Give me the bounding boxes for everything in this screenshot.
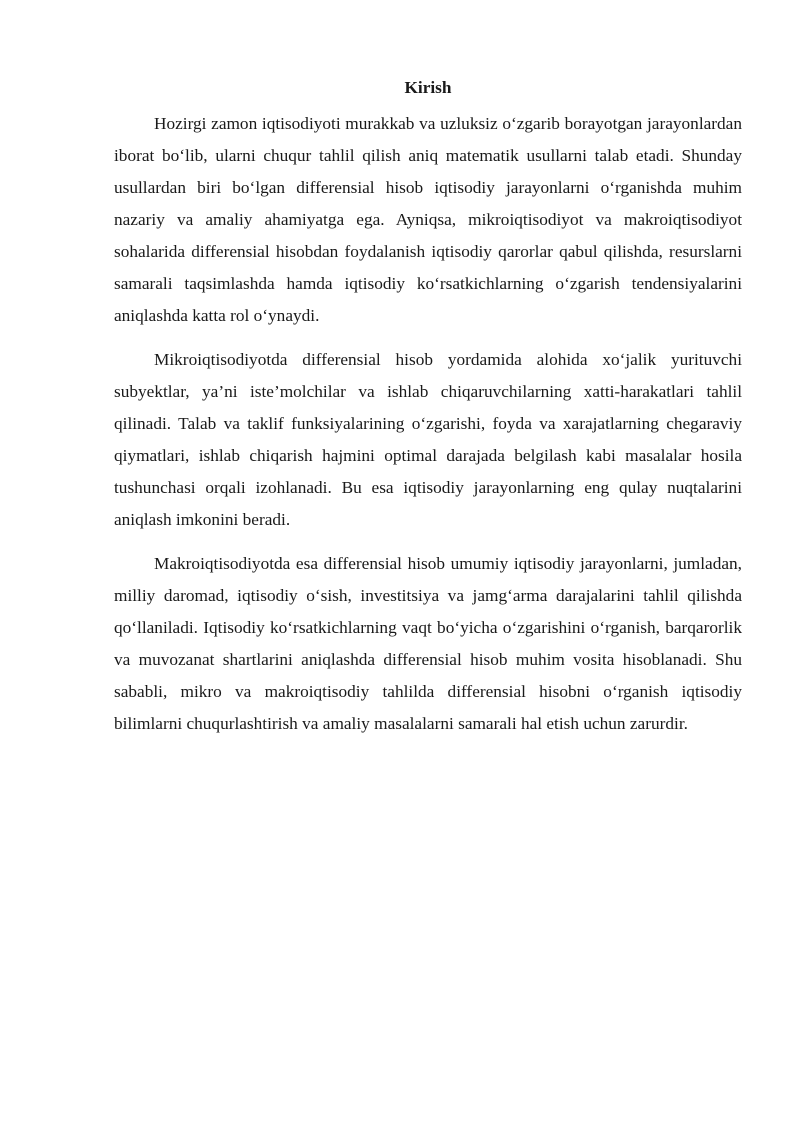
page-title: Kirish [404,78,452,97]
paragraph-intro: Hozirgi zamon iqtisodiyoti murakkab va uzluksiz o‘zgarib borayotgan jarayonlardan iborat bo‘lib, ularni chuqur tahlil qilish aniq matematik usullarni talab etadi. Shunday usullardan biri bo‘lgan differensial hisob iqtisodiy jarayonlarni o‘rganishda muhim nazariy va amaliy ahamiyatga ega. Ayniqsa, mikroiqtisodiyot va makroiqtisodiyot sohalarida differensial hisobdan foydalanish iqtisodiy qarorlar qabul qilishda, resurslarni samarali taqsimlashda hamda iqtisodiy ko‘rsatkichlarning o‘zgarish tendensiyalarini aniqlashda katta rol o‘ynaydi. [114,114,742,325]
document-body [114,74,742,752]
paragraph-microeconomics: Mikroiqtisodiyotda differensial hisob yordamida alohida xo‘jalik yurituvchi subyektlar, ya’ni iste’molchilar va ishlab chiqaruvchilarning xatti-harakatlari tahlil qilinadi. Talab va taklif funksiyalarining o‘zgarishi, foyda va xarajatlarning chegaraviy qiymatlari, ishlab chiqarish hajmini optimal darajada belgilash kabi masalalar hosila tushunchasi orqali izohlanadi. Bu esa iqtisodiy jarayonlarning eng qulay nuqtalarini aniqlash imkonini beradi. [114,350,742,529]
paragraph-macroeconomics: Makroiqtisodiyotda esa differensial hisob umumiy iqtisodiy jarayonlarni, jumladan, milliy daromad, iqtisodiy o‘sish, investitsiya va jamg‘arma darajalarini tahlil qilishda qo‘llaniladi. Iqtisodiy ko‘rsatkichlarning vaqt bo‘yicha o‘zgarishini o‘rganish, barqarorlik va muvozanat shartlarini aniqlashda differensial hisob muhim vosita hisoblanadi. Shu sababli, mikro va makroiqtisodiy tahlilda differensial hisobni o‘rganish iqtisodiy bilimlarni chuqurlashtirish va amaliy masalalarni samarali hal etish uchun zarurdir. [114,554,742,733]
